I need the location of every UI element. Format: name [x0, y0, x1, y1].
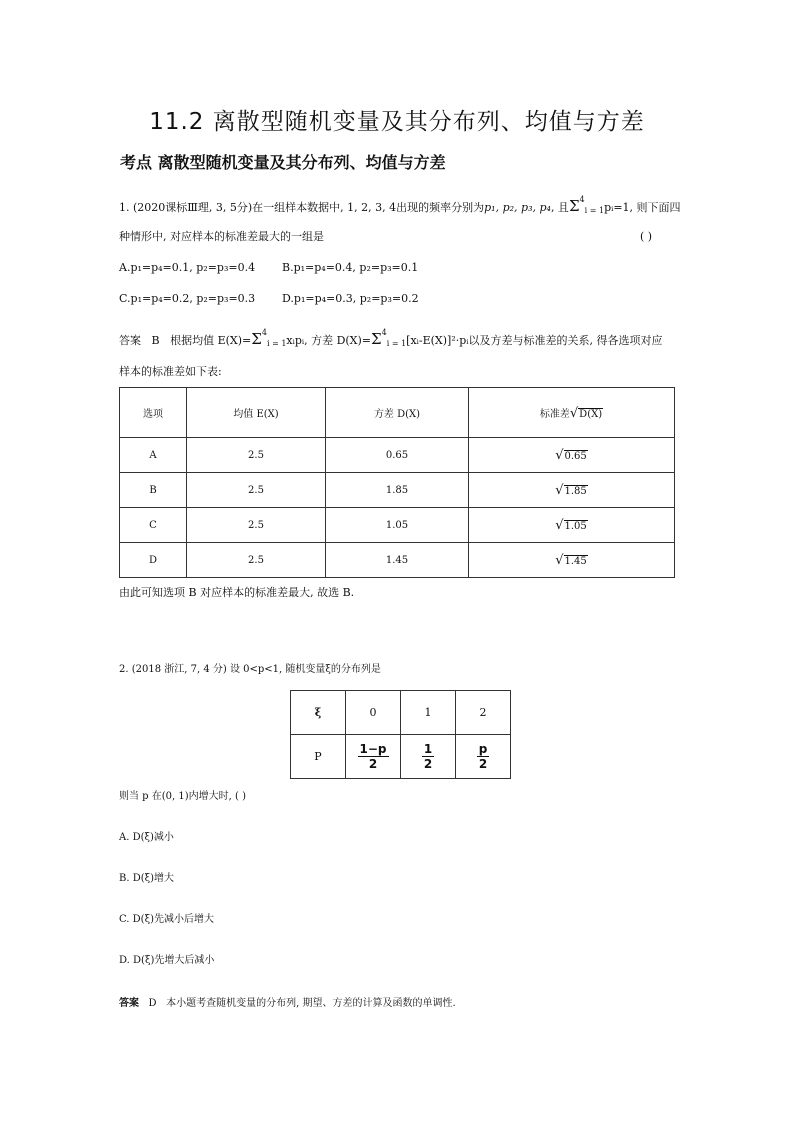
q1-ans-sum-bottom-2: i = 1 [386, 339, 407, 348]
q2-option-a: A. D(ξ)减小 [119, 832, 174, 843]
q1-sum-bottom: i = 1 [584, 206, 605, 215]
q1-option-d: D.p₁=p₄=0.3, p₂=p₃=0.2 [282, 292, 419, 305]
table-row [120, 543, 675, 578]
table-row [291, 735, 511, 779]
sqrt-symbol: √1.05 [555, 517, 587, 533]
page-title: 11.2 离散型随机变量及其分布列、均值与方差 [149, 109, 645, 135]
table-cell: A [120, 438, 187, 473]
table-header-cell: 标准差√D(X) [469, 388, 675, 438]
std-dev-table [119, 387, 675, 578]
sum-symbol: Σ [371, 330, 382, 348]
q1-answer-label: 答案 [119, 334, 141, 347]
table-row [120, 473, 675, 508]
q1-option-b: B.p₁=p₄=0.4, p₂=p₃=0.1 [282, 261, 419, 274]
table-cell: C [120, 508, 187, 543]
table-cell: 2.5 [187, 543, 326, 578]
sum-symbol: Σ [251, 330, 262, 348]
q1-source: 1. (2020课标Ⅲ理, 3, 5分) [119, 201, 253, 214]
table-cell [469, 473, 675, 508]
table-header-cell: 均值 E(X) [187, 388, 326, 438]
q1-ans-sum-bottom-1: i = 1 [266, 339, 287, 348]
q1-answer-line2: 样本的标准差如下表: [119, 365, 222, 378]
table-cell [469, 543, 675, 578]
q2-intro: 2. (2018 浙江, 7, 4 分) 设 0<p<1, 随机变量ξ的分布列是 [119, 664, 381, 675]
table-cell [401, 735, 456, 779]
q1-option-c: C.p₁=p₄=0.2, p₂=p₃=0.3 [119, 292, 256, 305]
table-cell: 0.65 [326, 438, 469, 473]
q1-line1 [119, 195, 681, 219]
q1-option-a: A.p₁=p₄=0.1, p₂=p₃=0.4 [119, 261, 256, 274]
table-cell: ξ [291, 691, 346, 735]
table-cell [469, 438, 675, 473]
q1-text-a: 在一组样本数据中, 1, 2, 3, 4出现的频率分别为 [252, 201, 485, 214]
q1-sum-top: 4 [579, 195, 585, 204]
section-heading: 考点 离散型随机变量及其分布列、均值与方差 [120, 153, 446, 172]
sqrt-symbol: √1.45 [555, 552, 587, 568]
table-cell: D [120, 543, 187, 578]
table-header-cell: 选项 [120, 388, 187, 438]
table-cell: P [291, 735, 346, 779]
table-cell [469, 508, 675, 543]
sqrt-symbol: √D(X) [569, 405, 603, 421]
table-cell: 1 [401, 691, 456, 735]
distribution-table [290, 690, 511, 779]
table-cell: 2 [456, 691, 511, 735]
q1-vars: p₁, p₂, p₃, p₄ [484, 201, 551, 214]
fraction: $\frac{p}{2}$ [478, 742, 488, 771]
q1-line2: 种情形中, 对应样本的标准差最大的一组是 [119, 230, 324, 243]
table-cell: B [120, 473, 187, 508]
table-header-row [120, 388, 675, 438]
q2-answer-letter: D [148, 998, 157, 1009]
q2-answer-label: 答案 [119, 998, 139, 1009]
table-row [291, 691, 511, 735]
q1-answer-text-a: 根据均值 E(X)= [170, 334, 252, 347]
sum-symbol: Σ [568, 197, 580, 215]
q2-answer-line [119, 996, 456, 1012]
table-header-cell: 方差 D(X) [326, 388, 469, 438]
q1-conclusion: 由此可知选项 B 对应样本的标准差最大, 故选 B. [119, 586, 355, 599]
q2-option-b: B. D(ξ)增大 [119, 873, 175, 884]
q2-question: 则当 p 在(0, 1)内增大时, ( ) [119, 791, 246, 802]
sqrt-symbol: √1.85 [555, 482, 587, 498]
sqrt-symbol: √0.65 [555, 447, 587, 463]
q1-ans-sum-top-2: 4 [381, 328, 387, 337]
fraction: $\frac{1}{2}$ [423, 742, 433, 771]
q1-answer-text-b: xᵢpᵢ, 方差 D(X)= [286, 334, 372, 347]
q1-cond: pᵢ=1, 则下面四 [604, 201, 681, 214]
q1-text-b: , 且 [550, 201, 569, 214]
q2-option-c: C. D(ξ)先减小后增大 [119, 914, 214, 925]
fraction: $\frac{1-p}{2}$ [359, 742, 387, 771]
table-cell: 1.05 [326, 508, 469, 543]
table-row [120, 438, 675, 473]
q1-answer-text-c: [xᵢ-E(X)]²·pᵢ以及方差与标准差的关系, 得各选项对应 [406, 334, 663, 347]
q2-answer-text: 本小题考查随机变量的分布列, 期望、方差的计算及函数的单调性. [166, 998, 456, 1009]
q1-answer-line [119, 328, 663, 352]
table-cell: 0 [346, 691, 401, 735]
table-cell: 1.45 [326, 543, 469, 578]
q1-answer-letter: B [151, 334, 160, 347]
table-cell: 2.5 [187, 438, 326, 473]
table-cell [346, 735, 401, 779]
table-cell [456, 735, 511, 779]
q1-bracket: ( ) [640, 230, 653, 243]
q1-ans-sum-top-1: 4 [261, 328, 267, 337]
table-row [120, 508, 675, 543]
table-cell: 1.85 [326, 473, 469, 508]
q2-option-d: D. D(ξ)先增大后减小 [119, 955, 215, 966]
table-cell: 2.5 [187, 508, 326, 543]
table-cell: 2.5 [187, 473, 326, 508]
